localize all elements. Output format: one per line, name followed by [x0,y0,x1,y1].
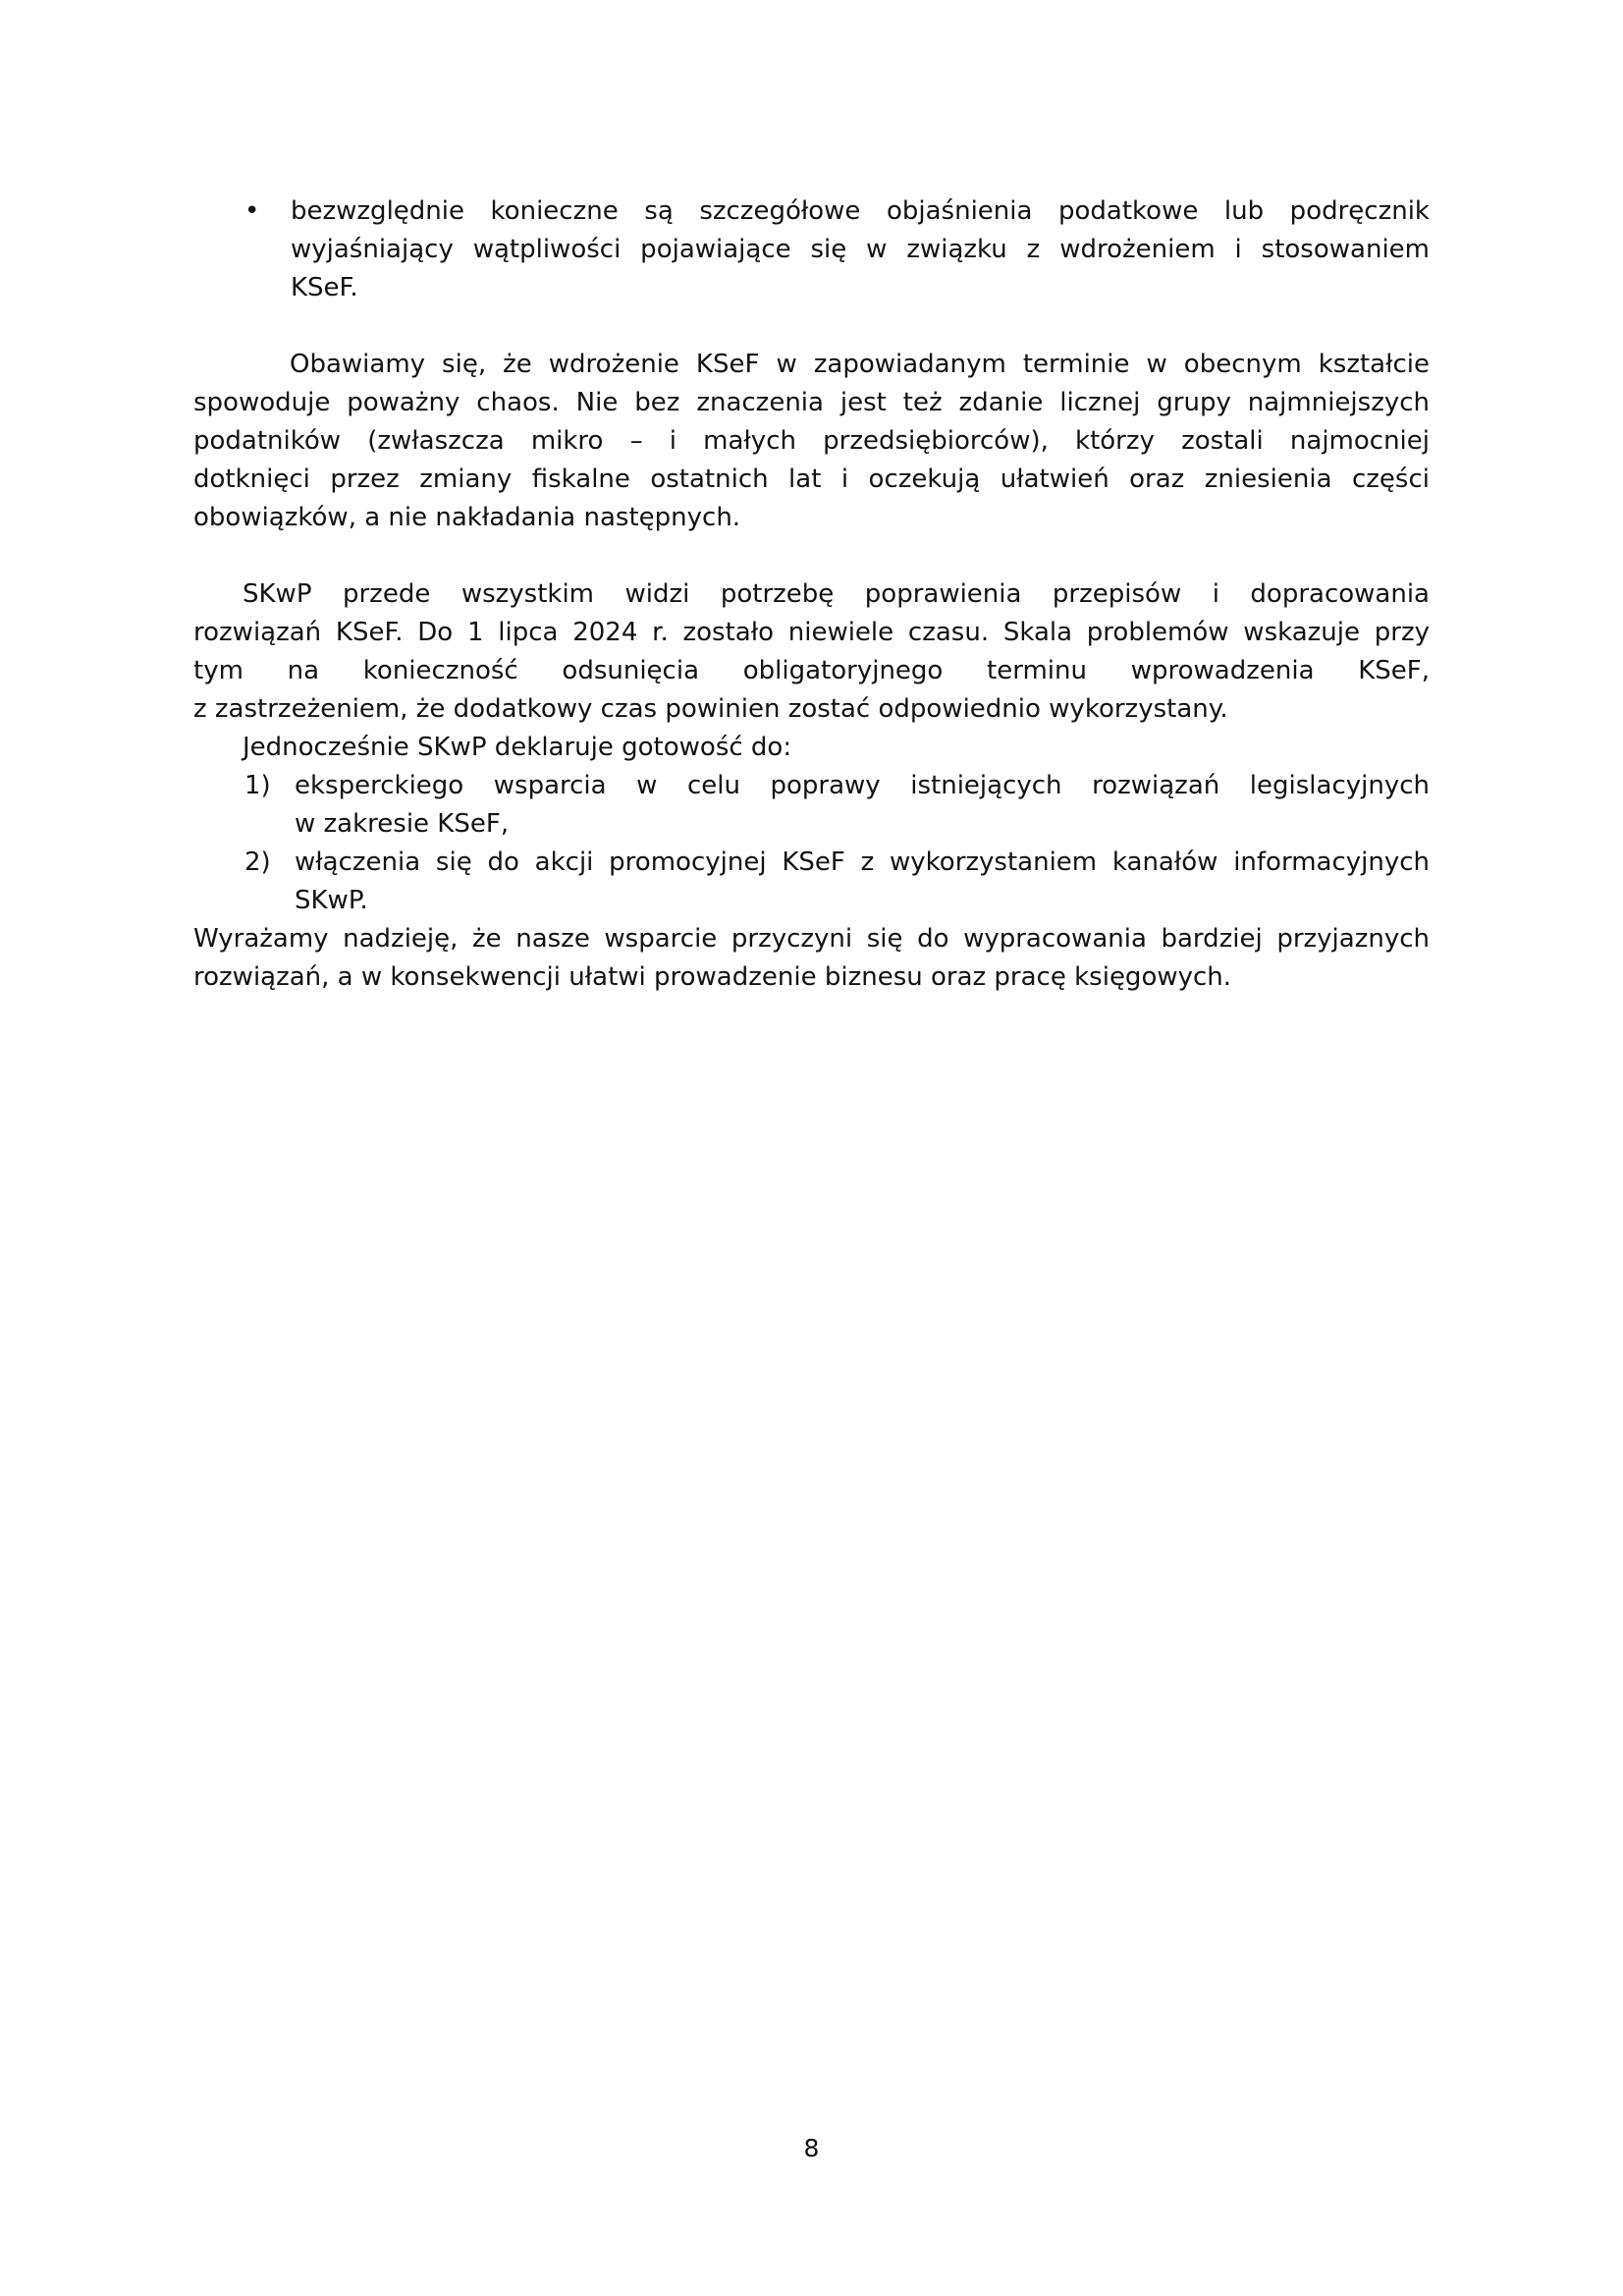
text-line: wyjaśniający wątpliwości pojawiające się w związku z wdrożeniem i stosowaniem [291,235,1430,264]
text-line: w zakresie KSeF, [295,809,510,839]
text-line: z zastrzeżeniem, że dodatkowy czas powinien zostać odpowiednio wykorzystany. [193,694,1228,724]
bullet-item [193,192,1430,307]
text-line: tym na konieczność odsunięcia obligatoryjnego terminu wprowadzenia KSeF, [193,656,1430,685]
text-line: podatników (zwłaszcza mikro – i małych przedsiębiorców), którzy zostali najmocniej [193,426,1430,456]
text-line: Jednocześnie SKwP deklaruje gotowość do: [243,733,792,762]
list-number: 1) [244,771,271,800]
text-line: Obawiamy się, że wdrożenie KSeF w zapowiadanym terminie w obecnym kształcie [290,350,1430,379]
numbered-item-2 [193,844,1430,920]
text-line: spowoduje poważny chaos. Nie bez znaczenia jest też zdanie licznej grupy najmniejszych [193,388,1430,417]
paragraph-declaration [193,729,1430,767]
paragraph-skwp-position [193,575,1430,729]
paragraph-spacer [193,537,1430,575]
text-line: SKwP. [295,886,368,915]
numbered-item-1 [193,767,1430,844]
text-line: bezwzględnie konieczne są szczegółowe objaśnienia podatkowe lub podręcznik [291,196,1430,226]
text-line: włączenia się do akcji promocyjnej KSeF z wykorzystaniem kanałów informacyjnych [295,847,1430,877]
text-line: eksperckiego wsparcia w celu poprawy istniejących rozwiązań legislacyjnych [295,771,1430,800]
text-line: KSeF. [291,273,358,302]
text-line: rozwiązań, a w konsekwencji ułatwi prowadzenie biznesu oraz pracę księgowych. [193,962,1232,992]
paragraph-closing [193,920,1430,997]
document-body [193,192,1430,997]
text-line: rozwiązań KSeF. Do 1 lipca 2024 r. zostało niewiele czasu. Skala problemów wskazuje przy [193,618,1430,647]
page-number: 8 [803,2134,820,2162]
text-line: Wyrażamy nadzieję, że nasze wsparcie przyczyni się do wypracowania bardziej przyjaznych [193,924,1430,954]
text-line: dotknięci przez zmiany fiskalne ostatnich lat i oczekują ułatwień oraz zniesienia części [193,465,1430,494]
list-number: 2) [244,847,271,877]
text-line: obowiązków, a nie nakładania następnych. [193,503,741,532]
bullet-icon: • [244,196,260,226]
paragraph-concern [193,346,1430,537]
paragraph-spacer [193,307,1430,346]
text-line: SKwP przede wszystkim widzi potrzebę poprawienia przepisów i dopracowania [243,579,1430,609]
